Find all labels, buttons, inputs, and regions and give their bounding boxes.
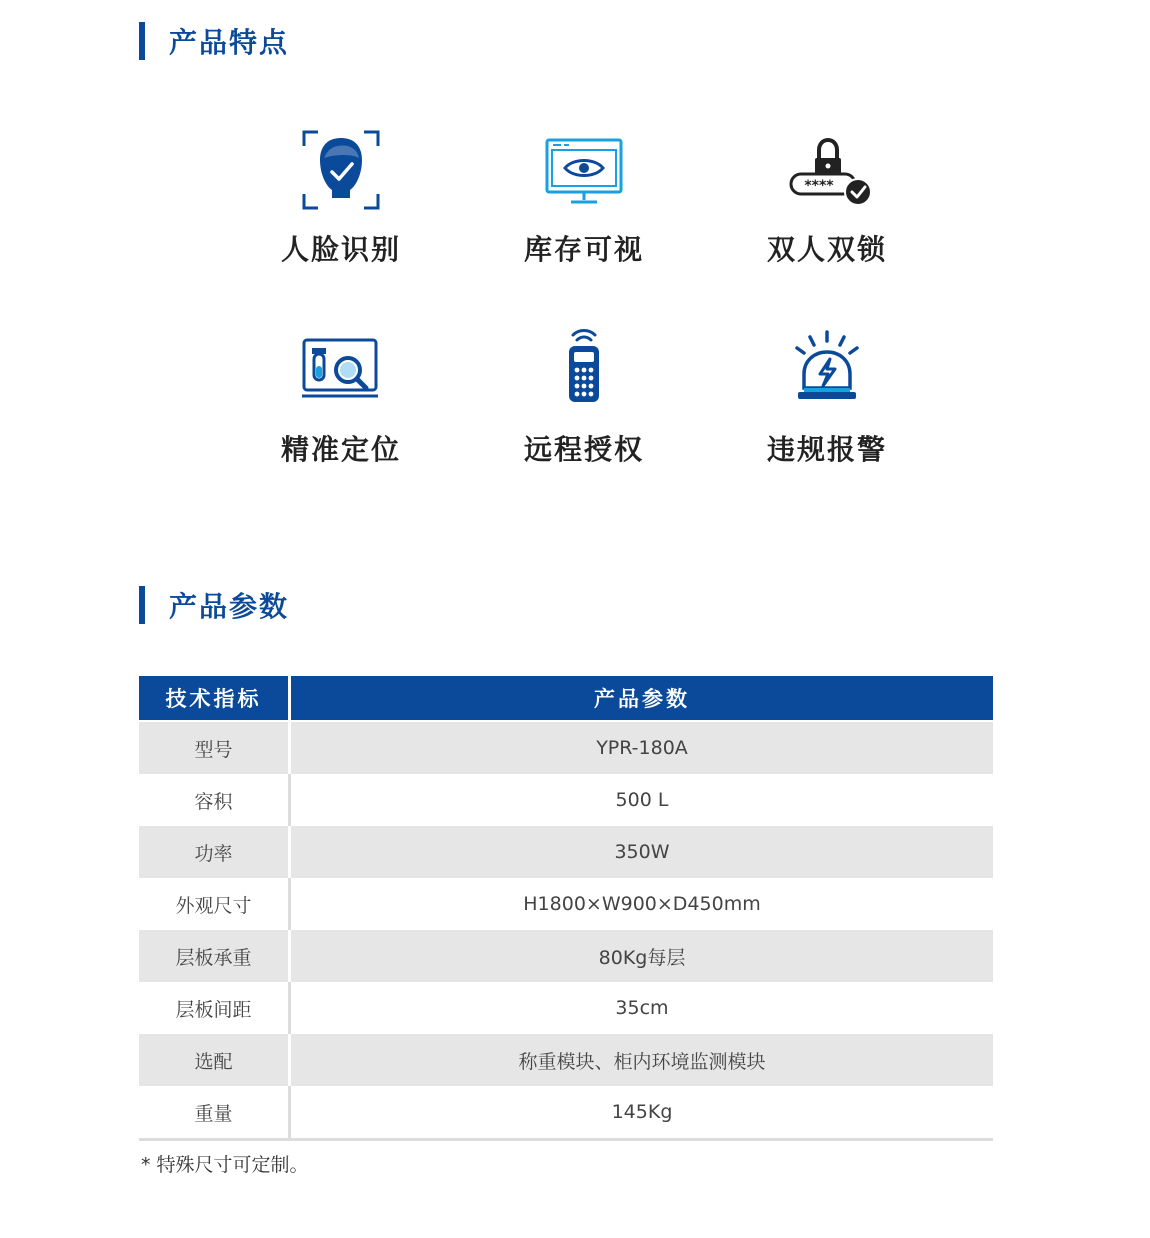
table-row [139, 982, 993, 1034]
spec-cell: 层板间距 [139, 982, 290, 1034]
footnote: * 特殊尺寸可定制。 [141, 1154, 309, 1176]
remote-control-icon [539, 326, 629, 416]
spec-cell: 选配 [139, 1034, 290, 1086]
features-section-title [139, 21, 289, 61]
header-spec: 技术指标 [139, 676, 290, 721]
value-cell: 称重模块、柜内环境监测模块 [290, 1034, 994, 1086]
table-row [139, 878, 993, 930]
table-row [139, 826, 993, 878]
table-row [139, 1034, 993, 1086]
table-row [139, 930, 993, 982]
face-recognition-icon [296, 126, 386, 216]
table-row [139, 721, 993, 774]
value-cell: YPR-180A [290, 721, 994, 774]
feature-label: 库存可视 [523, 233, 644, 266]
value-cell: H1800×W900×D450mm [523, 893, 761, 915]
spec-cell: 型号 [139, 721, 290, 774]
search-locate-icon [296, 326, 386, 416]
section-title-text: 产品特点 [169, 26, 290, 59]
feature-face-recognition [231, 126, 451, 268]
alarm-siren-icon [782, 326, 872, 416]
feature-label: 人脸识别 [280, 233, 401, 266]
value-cell: 80Kg每层 [290, 930, 994, 982]
value-cell: 35cm [615, 997, 669, 1019]
product-params-table [139, 676, 993, 1141]
header-value: 产品参数 [290, 676, 994, 721]
feature-remote-authorization [474, 326, 694, 468]
spec-cell: 层板承重 [139, 930, 290, 982]
table-header-row [139, 676, 993, 721]
value-cell: 145Kg [290, 1086, 994, 1140]
feature-inventory-visible [474, 126, 694, 268]
feature-precise-positioning [231, 326, 451, 468]
feature-violation-alarm [717, 326, 937, 468]
value-cell: 350W [290, 826, 994, 878]
table-row [139, 774, 993, 826]
title-accent-bar [139, 22, 145, 60]
feature-label: 精准定位 [280, 433, 401, 466]
feature-dual-lock [717, 126, 937, 268]
svg-text:****: **** [804, 178, 834, 194]
feature-label: 远程授权 [523, 433, 644, 466]
table-row [139, 1086, 993, 1140]
params-section-title [139, 585, 289, 625]
section-title-text: 产品参数 [169, 590, 290, 623]
spec-cell: 容积 [139, 774, 290, 826]
spec-cell: 外观尺寸 [139, 878, 290, 930]
password-lock-icon [782, 126, 872, 216]
spec-cell: 重量 [139, 1086, 290, 1140]
feature-label: 双人双锁 [766, 233, 887, 266]
monitor-eye-icon [539, 126, 629, 216]
spec-cell: 功率 [139, 826, 290, 878]
value-cell: 500 L [615, 789, 669, 811]
title-accent-bar [139, 586, 145, 624]
feature-label: 违规报警 [766, 433, 887, 466]
